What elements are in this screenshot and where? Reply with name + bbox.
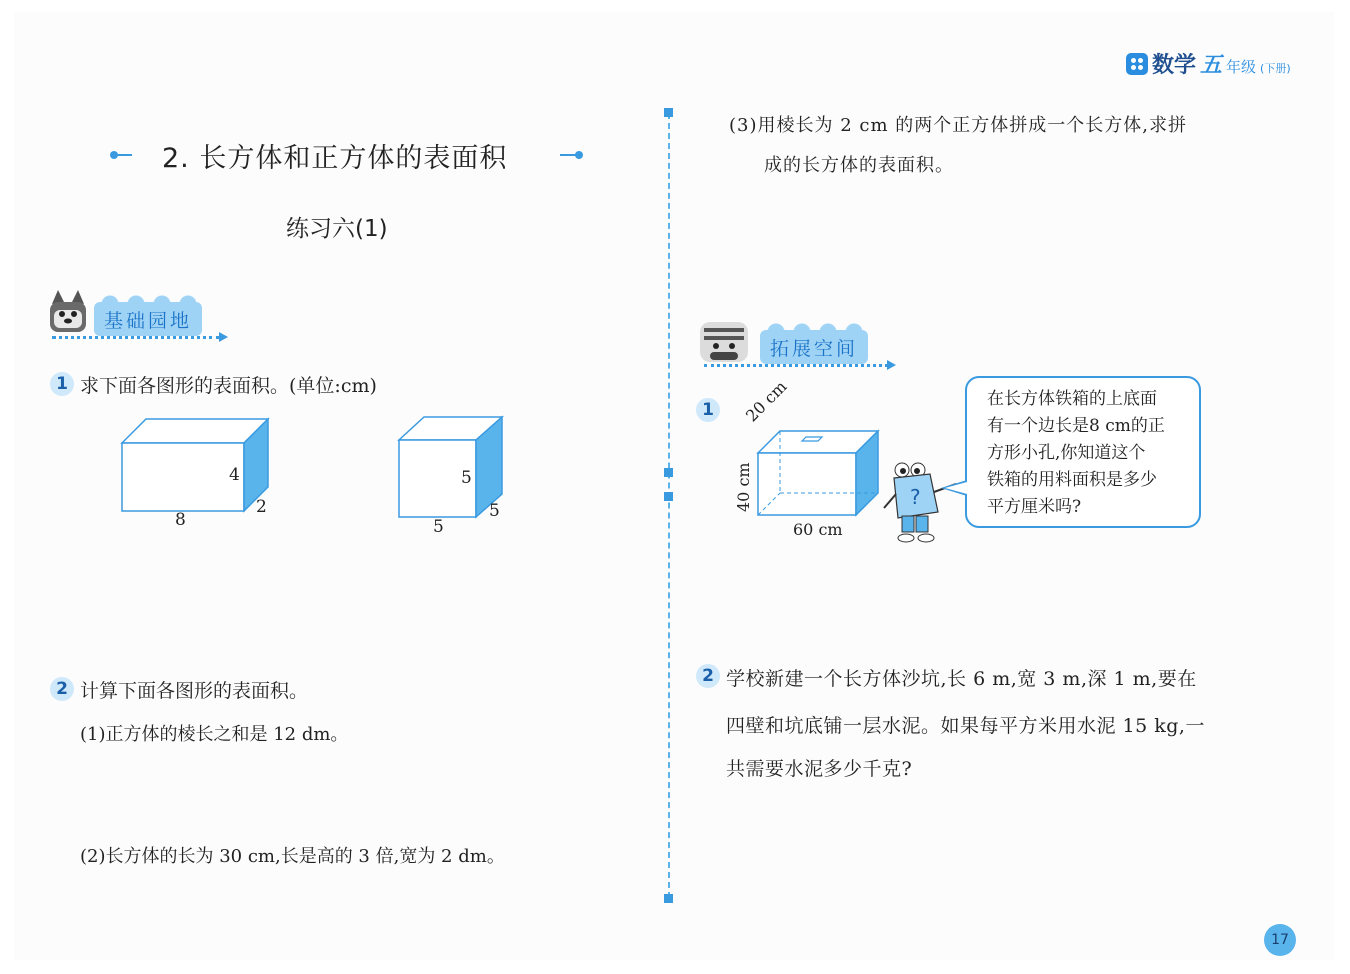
title-deco-dot [575, 151, 583, 159]
chapter-title: 2. 长方体和正方体的表面积 [162, 143, 508, 174]
cube-height-label: 5 [461, 468, 472, 488]
sub-question-3-line1: (3)用棱长为 2 cm 的两个正方体拼成一个长方体,求拼 [729, 115, 1187, 136]
question-number: 2 [696, 664, 720, 688]
book-brand [1126, 48, 1291, 78]
brand-volume: (下册) [1260, 62, 1291, 75]
cube-bottom-label: 5 [433, 517, 444, 537]
brand-grade: 五 [1200, 52, 1223, 78]
brand-level: 年级 [1226, 58, 1257, 76]
section-dotted-line [52, 336, 220, 339]
question-text-line: 四壁和坑底铺一层水泥。如果每平方米用水泥 15 kg,一 [726, 715, 1205, 737]
divider-square [664, 108, 673, 117]
sub-question-1: (1)正方体的棱长之和是 12 dm。 [80, 724, 349, 745]
section-badge-basic [94, 302, 202, 336]
page-number: 17 [1264, 924, 1296, 956]
box-height-label: 40 cm [734, 462, 753, 512]
question-text-line: 共需要水泥多少千克? [726, 758, 913, 780]
exercise-title: 练习六(1) [286, 216, 388, 242]
cuboid-height-label: 4 [229, 465, 240, 485]
speech-bubble [965, 376, 1201, 528]
section-badge-extension [760, 330, 868, 364]
question-text: 计算下面各图形的表面积。 [80, 680, 309, 702]
sub-question-2: (2)长方体的长为 30 cm,长是高的 3 倍,宽为 2 dm。 [80, 846, 505, 867]
question-number: 1 [50, 372, 74, 396]
iron-box-figure [750, 425, 880, 521]
section-dotted-line [704, 364, 888, 367]
divider-square [664, 468, 673, 477]
brand-subject: 数学 [1152, 53, 1197, 78]
title-deco-line [560, 154, 576, 156]
bubble-line: 方形小孔,你知道这个 [987, 443, 1146, 463]
box-length-label: 60 cm [793, 520, 843, 539]
divider-square [664, 894, 673, 903]
question-card-mascot-icon [880, 458, 966, 546]
question-text-line: 学校新建一个长方体沙坑,长 6 m,宽 3 m,深 1 m,要在 [726, 668, 1197, 690]
bubble-line: 在长方体铁箱的上底面 [987, 389, 1157, 409]
page-divider [668, 113, 670, 898]
box-depth-label: 20 cm [742, 376, 791, 426]
bubble-line: 平方厘米吗? [987, 497, 1082, 517]
cuboid-width-label: 2 [256, 497, 267, 517]
wolf-mascot-icon [46, 290, 90, 338]
question-text: 求下面各图形的表面积。(单位:cm) [80, 375, 377, 397]
dice-logo-icon [1126, 53, 1148, 75]
divider-square [664, 492, 673, 501]
section-title-extension: 拓展空间 [760, 330, 868, 364]
zebra-mascot-icon [696, 318, 752, 366]
cuboid-figure [118, 415, 273, 515]
question-number: 1 [696, 398, 720, 422]
svg-text:?: ? [910, 485, 921, 509]
question-number: 2 [50, 677, 74, 701]
arrow-right-icon [887, 360, 896, 370]
arrow-right-icon [219, 332, 228, 342]
speech-bubble-tail-inner [945, 482, 967, 494]
sub-question-3-line2: 成的长方体的表面积。 [764, 155, 954, 176]
bubble-line: 有一个边长是8 cm的正 [987, 416, 1165, 436]
title-deco-line [116, 154, 132, 156]
bubble-line: 铁箱的用料面积是多少 [987, 470, 1157, 490]
cuboid-length-label: 8 [175, 510, 186, 530]
section-title-basic: 基础园地 [94, 302, 202, 336]
cube-depth-label: 5 [489, 501, 500, 521]
